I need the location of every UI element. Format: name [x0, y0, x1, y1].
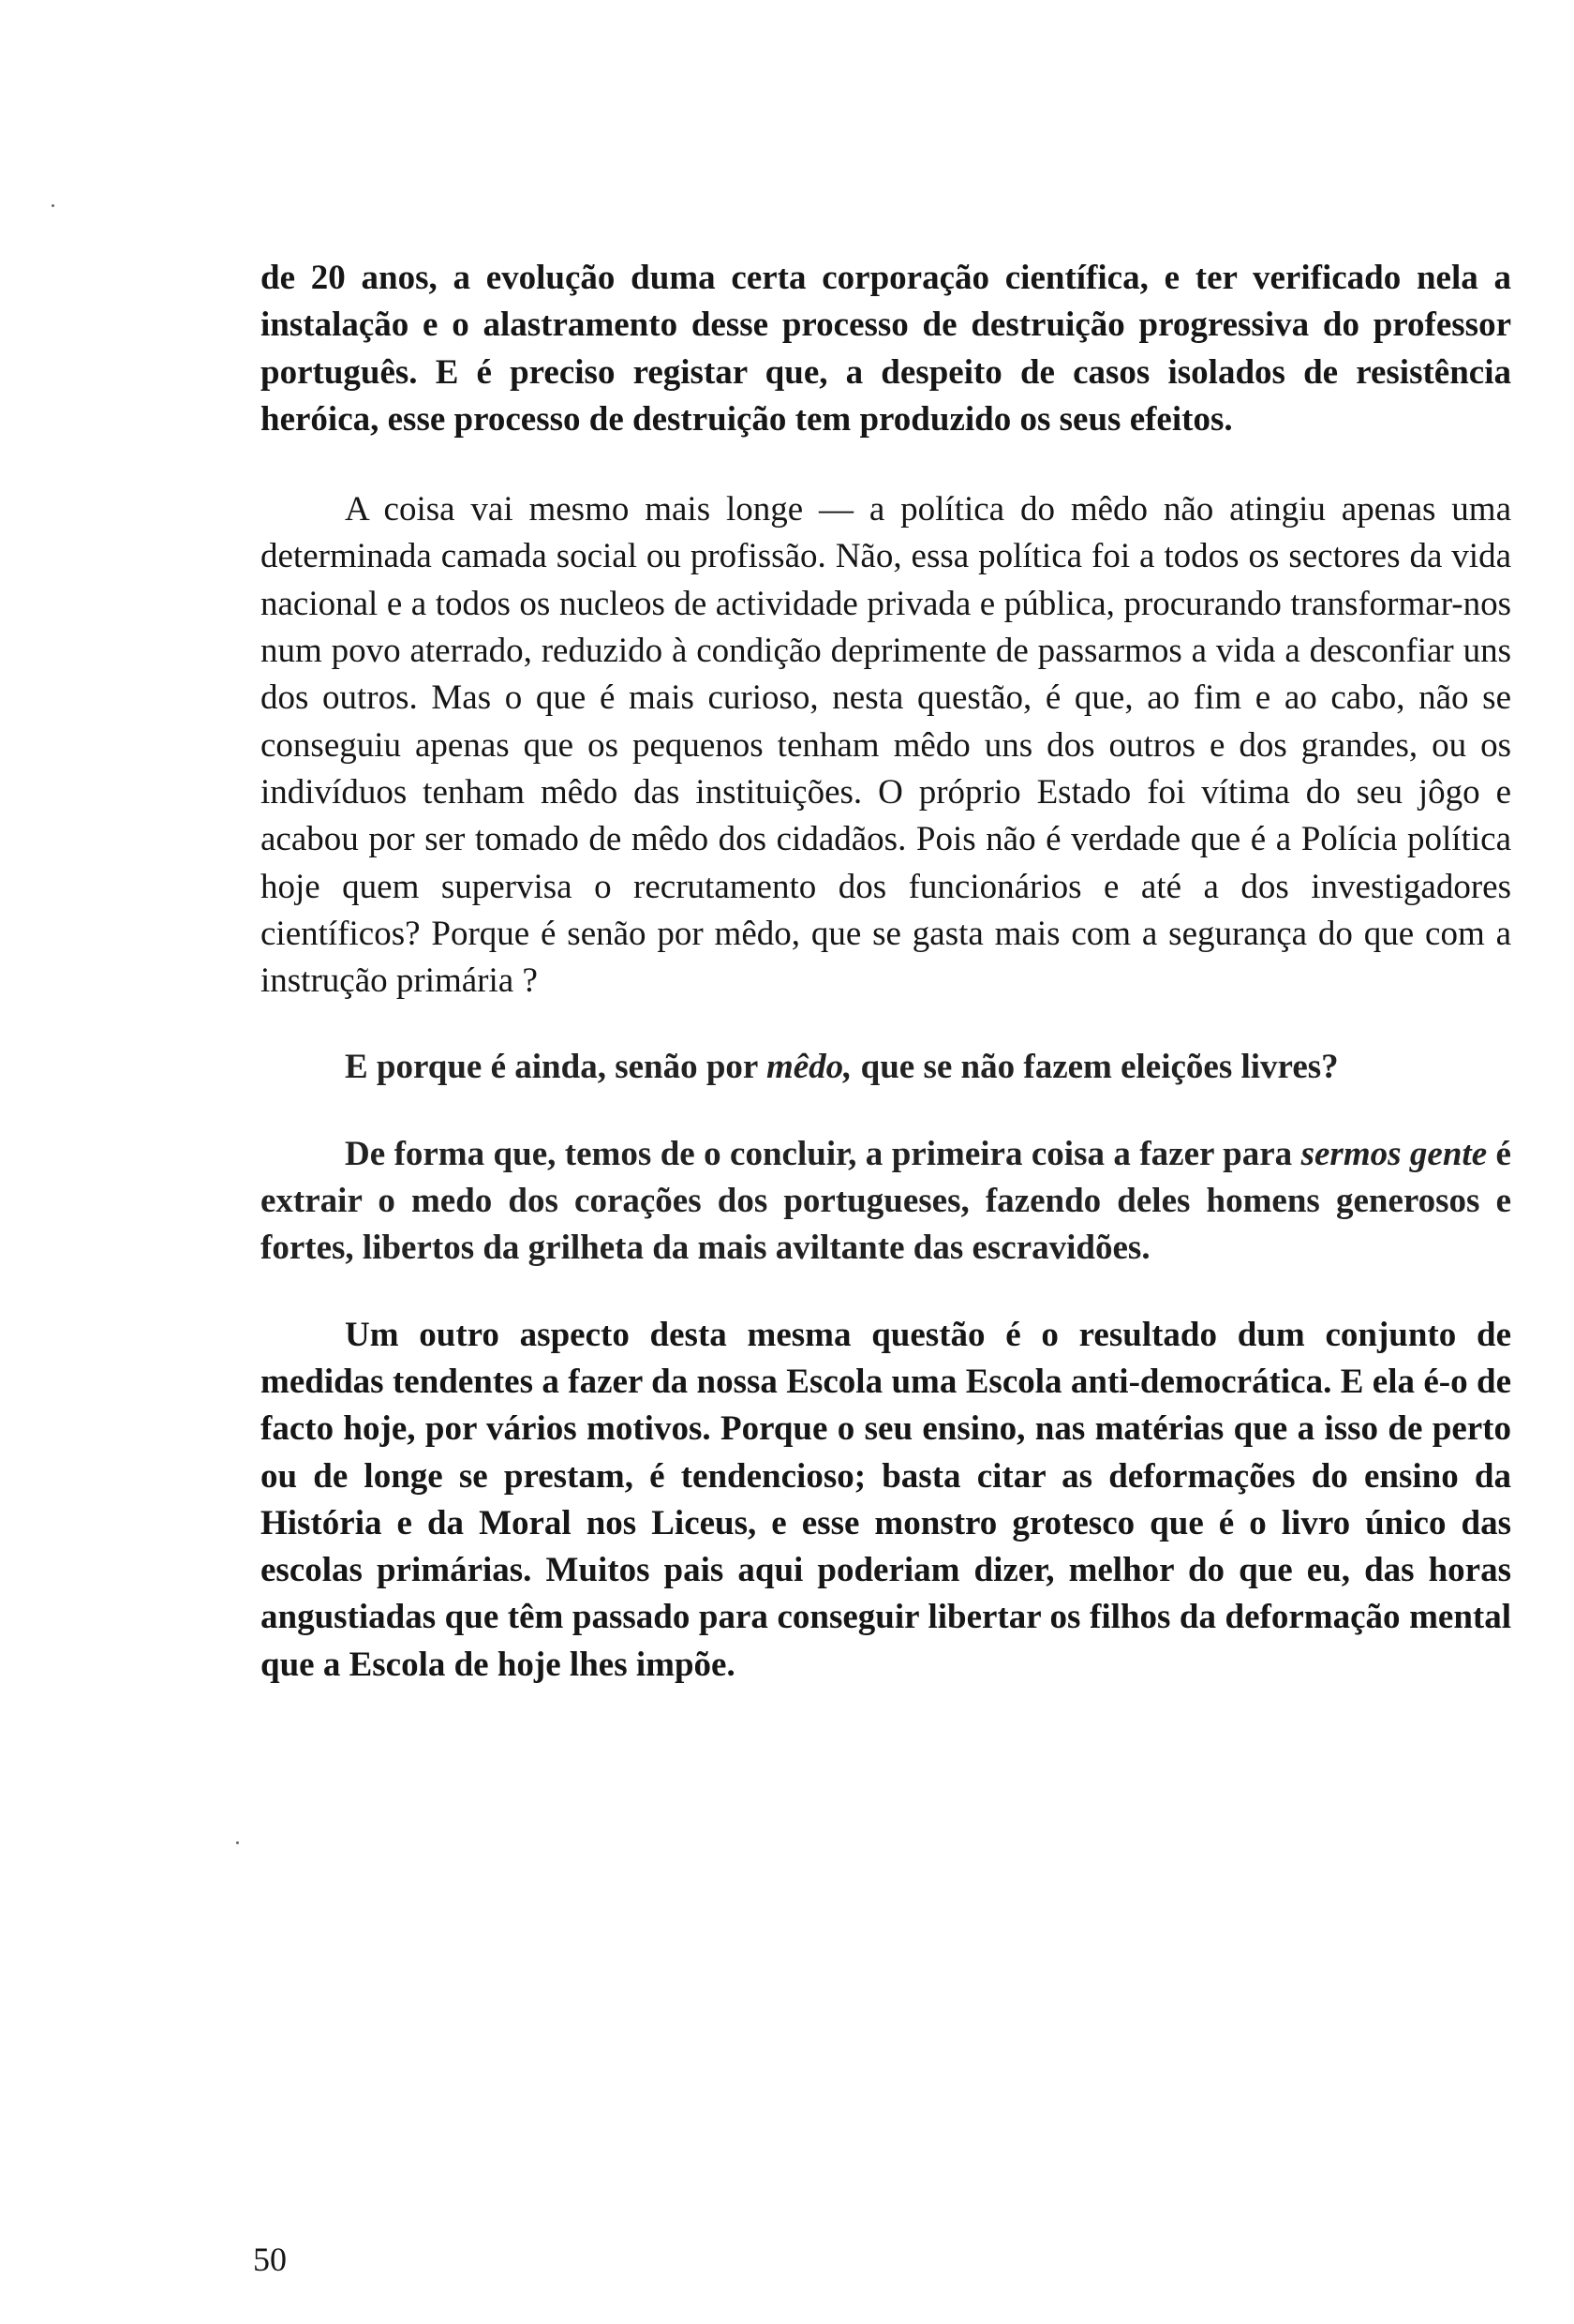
ink-speck: [236, 1841, 239, 1844]
paragraph-text: De forma que, temos de o concluir, a primeira coisa a fazer para: [345, 1134, 1301, 1173]
paragraph-politica-do-medo: A coisa vai mesmo mais longe — a política do mêdo não atingiu apenas uma determinada camada social ou profissão. Não, essa política foi a todos os sectores da vida nacional e a todos os nucleos de actividade privada e pública, procurando transformar-nos num povo aterrado, reduzido à condição deprimente de passarmos a vida a desconfiar uns dos outros. Mas o que é mais curioso, nesta questão, é que, ao fim e ao cabo, não se conseguiu apenas que os pequenos tenham mêdo uns dos outros e dos grandes, ou os indivíduos tenham mêdo das instituições. O próprio Estado foi vítima do seu jôgo e acabou por ser tomado de mêdo dos cidadãos. Pois não é verdade que é a Polícia política hoje quem supervisa o recrutamento dos funcionários e até a dos investigadores científicos? Porque é senão por mêdo, que se gasta mais com a segurança do que com a instrução primária ?: [260, 490, 1511, 1001]
page-number: 50: [253, 2241, 287, 2278]
paragraph-continuation: de 20 anos, a evolução duma certa corporação científica, e ter verificado nela a instalação e o alastramento desse processo de destruição progressiva do professor português. E é preciso registar que, a despeito de casos isolados de resistência heróica, esse processo de destruição tem produzido os seus efeitos.: [260, 259, 1511, 439]
italic-emphasis: sermos gente: [1300, 1134, 1488, 1173]
italic-emphasis: mêdo,: [765, 1048, 853, 1087]
paragraph-escola-anti-democratica: Um outro aspecto desta mesma questão é o resultado dum conjunto de medidas tendentes a fazer da nossa Escola uma Escola anti-democrática. E ela é-o de facto hoje, por vários motivos. Porque o seu ensino, nas matérias que a isso de perto ou de longe se prestam, é tendencioso; basta citar as deformações do ensino da História e da Moral nos Liceus, e esse monstro grotesco que é o livro único das escolas primárias. Muitos pais aqui poderiam dizer, melhor do que eu, das horas angustiadas que têm passado para conseguir libertar os filhos da deformação mental que a Escola de hoje lhes impõe.: [260, 1315, 1511, 1684]
ink-speck: [52, 204, 54, 207]
book-page-text: [260, 255, 1511, 1689]
paragraph-text: E porque é ainda, senão por: [345, 1048, 766, 1087]
paragraph-text: é extrair o medo dos corações dos portugueses, fazendo deles homens generosos e fortes, libertos da grilheta da mais aviltante das escravidões.: [260, 1134, 1511, 1268]
paragraph-conclusao: [260, 1131, 1511, 1273]
paragraph-eleicoes-livres: [260, 1044, 1511, 1091]
paragraph-text: que se não fazem eleições livres?: [852, 1048, 1339, 1087]
